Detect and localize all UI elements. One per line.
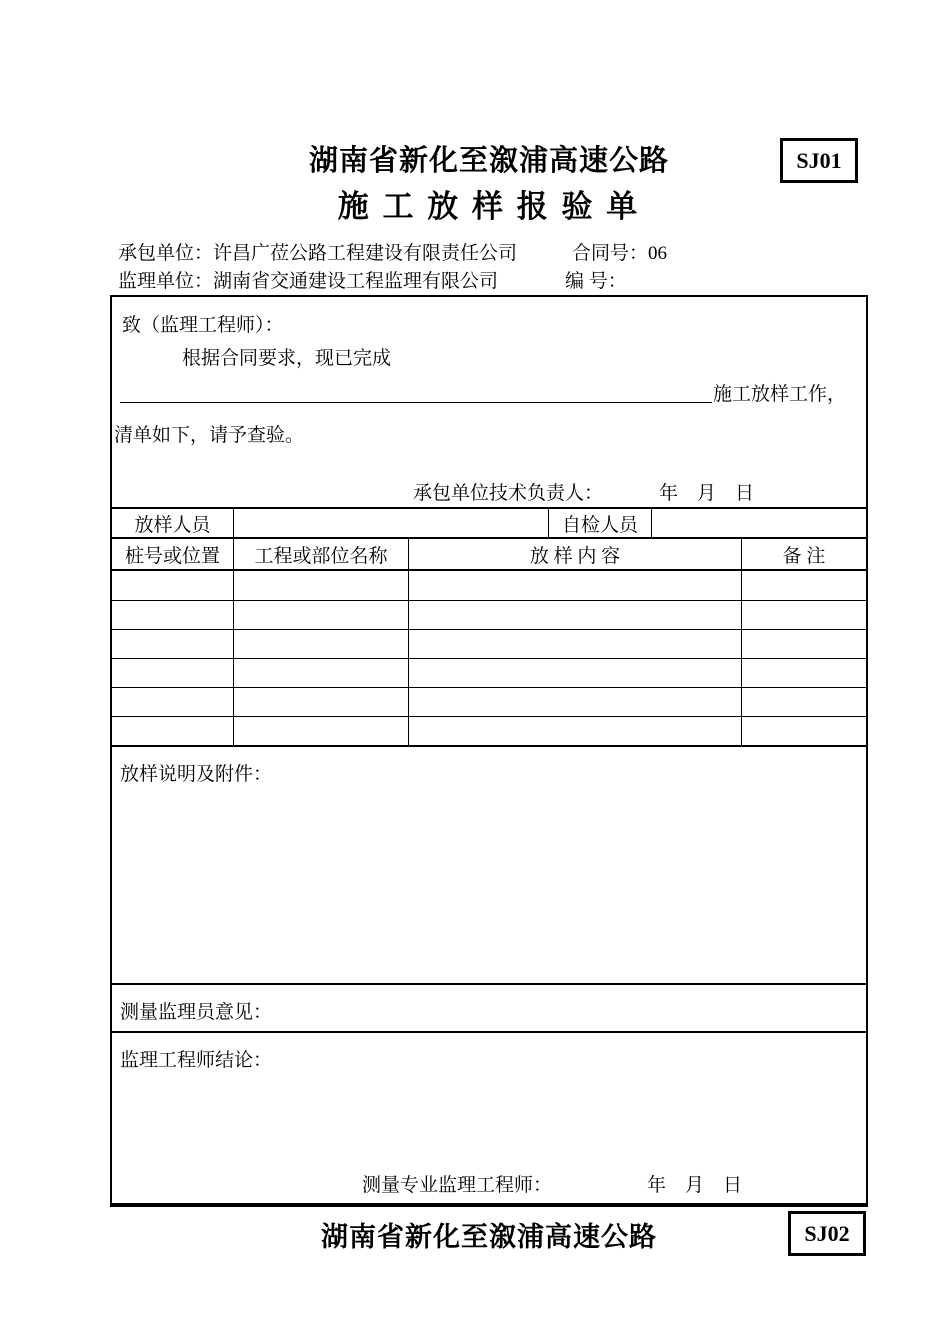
staff-label-fangyang: 放样人员	[112, 509, 234, 537]
table-cell	[742, 659, 866, 687]
staff-row	[112, 507, 866, 537]
form-body	[110, 295, 868, 1207]
footer-title: 湖南省新化至溆浦高速公路	[321, 1222, 657, 1252]
form-code-sj01: SJ01	[780, 138, 858, 183]
table-cell	[742, 717, 866, 745]
signature-label: 测量专业监理工程师：	[362, 1175, 553, 1196]
table-row	[112, 716, 866, 745]
form-title: 湖南省新化至溆浦高速公路	[308, 145, 669, 177]
table-row	[112, 629, 866, 658]
tech-lead-label: 承包单位技术负责人：	[413, 483, 604, 504]
table-cell	[112, 601, 234, 629]
table-cell	[112, 717, 234, 745]
table-cell	[742, 571, 866, 600]
table-cell	[409, 659, 742, 687]
notice-line2: 清单如下，请予查验。	[114, 425, 305, 446]
form-subtitle: 施 工 放 样 报 验 单	[337, 189, 641, 224]
table-cell	[409, 717, 742, 745]
table-cell	[234, 601, 409, 629]
col-header-content: 放 样 内 容	[409, 539, 742, 569]
table-cell	[234, 688, 409, 716]
table-cell	[112, 571, 234, 600]
table-row	[112, 687, 866, 716]
staff-value-zijian	[652, 509, 866, 537]
table-cell	[234, 659, 409, 687]
table-cell	[112, 630, 234, 658]
table-cell	[112, 688, 234, 716]
contract-no-value: 06	[648, 243, 668, 264]
supervision-value: 湖南省交通建设工程监理有限公司	[213, 271, 499, 292]
table-body	[112, 569, 866, 745]
table-cell	[409, 571, 742, 600]
contractor-line	[118, 238, 517, 265]
table-cell	[112, 659, 234, 687]
form-code-sj02: SJ02	[788, 1211, 866, 1256]
surveyor-opinion-label: 测量监理员意见：	[120, 1002, 273, 1023]
notice-section	[112, 297, 866, 507]
notice-line1: 根据合同要求，现已完成	[182, 348, 392, 369]
table-cell	[742, 601, 866, 629]
table-cell	[742, 688, 866, 716]
engineer-conclusion-label: 监理工程师结论：	[120, 1050, 273, 1071]
col-header-stake: 桩号或位置	[112, 539, 234, 569]
staff-value-fangyang	[234, 509, 549, 537]
notice-to: 致（监理工程师）：	[122, 315, 284, 336]
notes-label: 放样说明及附件：	[120, 764, 273, 785]
table-row	[112, 600, 866, 629]
notice-after-blank: 施工放样工作，	[713, 384, 847, 405]
supervision-line	[118, 266, 498, 293]
signature-date: 年 月 日	[647, 1175, 743, 1196]
blank-underline	[120, 379, 712, 403]
serial-no-line	[565, 266, 627, 293]
contract-no-label: 合同号：	[572, 243, 649, 264]
col-header-remarks: 备 注	[782, 545, 826, 567]
serial-no-label: 编 号：	[565, 271, 627, 292]
table-cell	[742, 630, 866, 658]
supervision-label: 监理单位：	[118, 271, 214, 292]
tech-lead-date: 年 月 日	[659, 483, 755, 504]
table-row	[112, 571, 866, 600]
table-row	[112, 658, 866, 687]
notes-section	[112, 745, 866, 983]
staff-label-zijian: 自检人员	[549, 509, 652, 537]
contractor-label: 承包单位：	[118, 243, 214, 264]
surveyor-opinion-section	[112, 983, 866, 1031]
engineer-conclusion-section	[112, 1031, 866, 1203]
table-cell	[409, 688, 742, 716]
contract-no-line	[572, 238, 667, 265]
table-cell	[234, 717, 409, 745]
col-header-part-name: 工程或部位名称	[234, 539, 409, 569]
table-cell	[409, 630, 742, 658]
contractor-value: 许昌广莅公路工程建设有限责任公司	[213, 243, 518, 264]
table-cell	[234, 630, 409, 658]
table-cell	[409, 601, 742, 629]
table-header-row	[112, 537, 866, 569]
table-cell	[234, 571, 409, 600]
